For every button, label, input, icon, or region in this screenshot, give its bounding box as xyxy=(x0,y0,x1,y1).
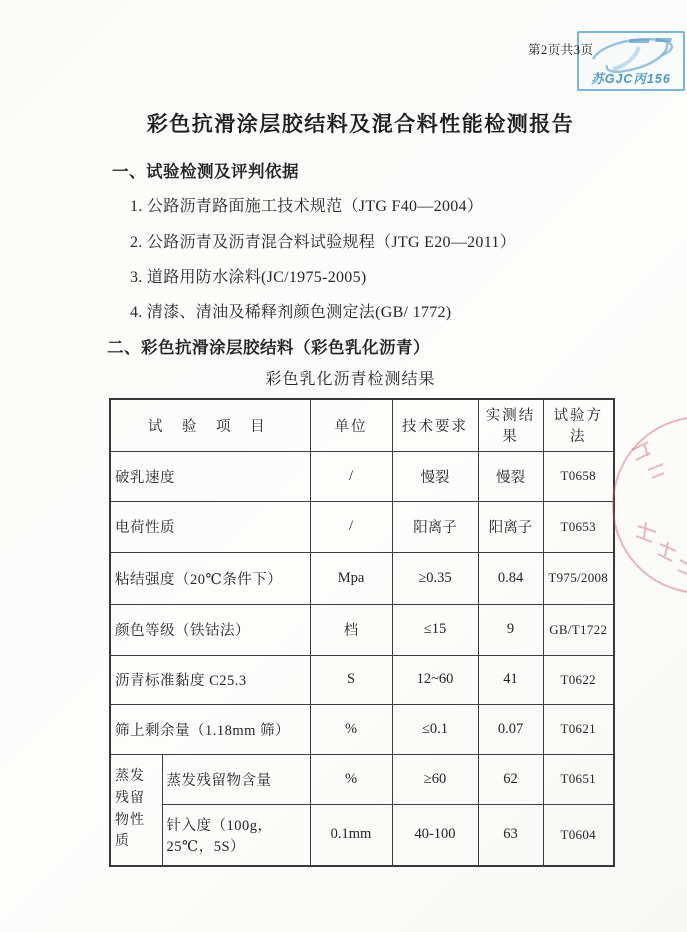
page-title: 彩色抗滑涂层胶结料及混合料性能检测报告 xyxy=(146,112,575,136)
requirement: 慢裂 xyxy=(392,451,478,501)
unit: 0.1mm xyxy=(310,804,392,866)
requirement: ≤15 xyxy=(392,604,478,655)
requirement: 12~60 xyxy=(392,655,478,704)
method: T0653 xyxy=(543,501,614,552)
unit: % xyxy=(310,704,392,754)
method: T0651 xyxy=(543,754,614,804)
unit: S xyxy=(310,655,392,704)
header-result: 实测结果 xyxy=(478,399,543,451)
result: 63 xyxy=(478,804,543,866)
method: T975/2008 xyxy=(543,552,614,604)
result: 慢裂 xyxy=(478,451,543,501)
test-item: 筛上剩余量（1.18mm 筛） xyxy=(110,704,310,754)
method: GB/T1722 xyxy=(543,604,614,655)
table-row xyxy=(110,604,614,655)
reference-item: 4. 清漆、清油及稀释剂颜色测定法(GB/ 1772) xyxy=(130,304,452,321)
table-row xyxy=(110,552,614,604)
table-row xyxy=(110,451,614,501)
result: 0.07 xyxy=(478,704,543,754)
table-row xyxy=(110,655,614,704)
requirement: 阳离子 xyxy=(392,501,478,552)
header-requirement: 技术要求 xyxy=(392,399,478,451)
header-test-item: 试 验 项 目 xyxy=(110,399,310,451)
page-number: 第2页共3页 xyxy=(528,43,594,57)
result: 41 xyxy=(478,655,543,704)
result: 阳离子 xyxy=(478,501,543,552)
unit: Mpa xyxy=(310,552,392,604)
test-item: 粘结强度（20℃条件下） xyxy=(110,552,310,604)
method: T0622 xyxy=(543,655,614,704)
reference-item: 1. 公路沥青路面施工技术规范（JTG F40—2004） xyxy=(130,198,484,215)
test-item: 电荷性质 xyxy=(110,501,310,552)
result: 9 xyxy=(478,604,543,655)
requirement: ≥0.35 xyxy=(392,552,478,604)
method: T0604 xyxy=(543,804,614,866)
table-header-row xyxy=(110,399,614,451)
requirement: ≤0.1 xyxy=(392,704,478,754)
unit: % xyxy=(310,754,392,804)
test-item: 针入度（100g，25℃，5S） xyxy=(162,804,310,866)
group-label: 蒸发残留物性质 xyxy=(110,754,162,866)
requirement: 40-100 xyxy=(392,804,478,866)
unit: 档 xyxy=(310,604,392,655)
requirement: ≥60 xyxy=(392,754,478,804)
results-table xyxy=(109,398,615,867)
test-item: 颜色等级（铁钴法） xyxy=(110,604,310,655)
section1-heading: 一、试验检测及评判依据 xyxy=(112,162,299,181)
table-row xyxy=(110,704,614,754)
header-unit: 单位 xyxy=(310,399,392,451)
test-item: 破乳速度 xyxy=(110,451,310,501)
red-seal-marks-icon xyxy=(614,418,687,592)
method: T0621 xyxy=(543,704,614,754)
test-item: 蒸发残留物含量 xyxy=(162,754,310,804)
table-row xyxy=(110,804,614,866)
reference-item: 2. 公路沥青及沥青混合料试验规程（JTG E20—2011） xyxy=(130,234,517,251)
table-title: 彩色乳化沥青检测结果 xyxy=(265,371,436,388)
table-row xyxy=(110,501,614,552)
unit: / xyxy=(310,501,392,552)
red-seal-stamp xyxy=(612,416,687,594)
reference-item: 3. 道路用防水涂料(JC/1975-2005) xyxy=(130,269,367,286)
test-item: 沥青标准黏度 C25.3 xyxy=(110,655,310,704)
result: 62 xyxy=(478,754,543,804)
header-method: 试验方法 xyxy=(543,399,614,451)
section2-heading: 二、彩色抗滑涂层胶结料（彩色乳化沥青） xyxy=(107,338,430,357)
method: T0658 xyxy=(543,451,614,501)
stamp-code: 苏GJC丙156 xyxy=(591,72,671,86)
result: 0.84 xyxy=(478,552,543,604)
unit: / xyxy=(310,451,392,501)
table-row xyxy=(110,754,614,804)
